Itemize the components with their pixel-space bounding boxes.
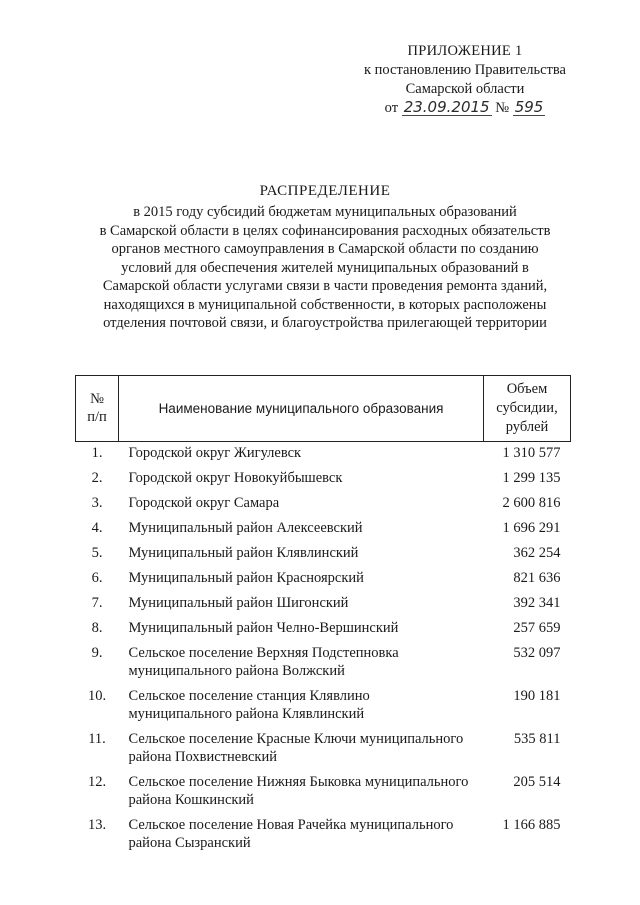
row-amount: 2 600 816 — [502, 495, 561, 511]
row-name-line: Муниципальный район Клявлинский — [128, 545, 359, 561]
row-name-line: Городской округ Жигулевск — [128, 445, 302, 461]
handwritten-date: 23.09.2015 — [403, 98, 490, 116]
row-name — [119, 817, 484, 860]
row-name — [119, 620, 484, 645]
row-name-line: Сельское поселение Красные Ключи муниципального — [128, 731, 464, 747]
row-name-line: Сельское поселение Нижняя Быковка муниципального — [128, 774, 469, 790]
row-name — [119, 520, 484, 545]
row-number: 1. — [91, 445, 103, 461]
row-name-line: Сельское поселение Верхняя Подстепновка — [128, 645, 399, 661]
row-amount: 1 299 135 — [502, 470, 561, 486]
row-name — [119, 688, 484, 731]
document-title: РАСПРЕДЕЛЕНИЕ — [259, 183, 391, 199]
row-name — [119, 545, 484, 570]
appendix-title: ПРИЛОЖЕНИЕ 1 — [407, 43, 523, 59]
table-row — [76, 545, 571, 570]
table-body — [76, 442, 571, 861]
table-row — [76, 570, 571, 595]
row-number: 3. — [91, 495, 103, 511]
row-name-line: Городской округ Новокуйбышевск — [128, 470, 343, 486]
subsidy-table — [75, 375, 571, 860]
table-row — [76, 731, 571, 774]
row-name — [119, 595, 484, 620]
appendix-date-line — [330, 99, 600, 118]
appendix-header — [330, 42, 600, 118]
row-number: 4. — [91, 520, 103, 536]
table-row — [76, 688, 571, 731]
table-row — [76, 620, 571, 645]
subtitle-line: находящихся в муниципальной собственности, в которых расположены — [103, 296, 547, 313]
row-number: 7. — [91, 595, 103, 611]
row-number: 2. — [91, 470, 103, 486]
table-row — [76, 774, 571, 817]
table-row — [76, 645, 571, 688]
row-name — [119, 470, 484, 495]
header-amount — [484, 376, 571, 442]
row-amount: 257 659 — [513, 620, 561, 636]
subtitle-line: органов местного самоуправления в Самарской области по созданию — [111, 241, 539, 257]
row-amount: 1 310 577 — [502, 445, 561, 461]
header-number-line: № — [90, 391, 104, 407]
appendix-line-1: к постановлению Правительства — [364, 62, 566, 78]
row-name-line: Сельское поселение Новая Рачейка муниципального — [128, 817, 454, 833]
row-name-line: района Сызранский — [128, 834, 251, 851]
row-name-line: Муниципальный район Шигонский — [128, 595, 349, 611]
row-amount: 1 696 291 — [502, 520, 561, 536]
subtitle-line: условий для обеспечения жителей муниципальных образований в — [121, 259, 529, 276]
row-number: 10. — [87, 688, 107, 704]
row-number: 6. — [91, 570, 103, 586]
row-amount: 1 166 885 — [502, 817, 561, 833]
subtitle-line: отделения почтовой связи, и благоустройства прилегающей территории — [103, 315, 547, 331]
row-name-line: Муниципальный район Алексеевский — [128, 520, 363, 536]
subtitle-line: в Самарской области в целях софинансирования расходных обязательств — [99, 222, 551, 239]
table-row — [76, 495, 571, 520]
row-amount: 190 181 — [513, 688, 561, 704]
header-number-line: п/п — [87, 408, 107, 425]
header-amount-line: рублей — [505, 419, 549, 435]
row-number: 11. — [88, 731, 106, 747]
header-amount-line: субсидии, — [496, 400, 558, 416]
table-row — [76, 442, 571, 471]
table-row — [76, 520, 571, 545]
table-header-row — [76, 376, 571, 442]
table-row — [76, 595, 571, 620]
row-amount: 392 341 — [513, 595, 561, 611]
row-name — [119, 570, 484, 595]
row-name-line: муниципального района Клявлинский — [128, 705, 365, 722]
row-name — [119, 774, 484, 817]
row-number: 5. — [91, 545, 103, 561]
row-name-line: Муниципальный район Челно-Вершинский — [128, 620, 399, 636]
row-number: 9. — [91, 645, 103, 661]
row-amount: 205 514 — [513, 774, 561, 790]
number-label: № — [495, 100, 510, 116]
row-name-line: Сельское поселение станция Клявлино — [128, 688, 370, 704]
row-amount: 362 254 — [513, 545, 561, 561]
row-name — [119, 645, 484, 688]
subtitle-line: Самарской области услугами связи в части проведения ремонта зданий, — [102, 278, 548, 294]
table-row — [76, 817, 571, 860]
header-name: Наименование муниципального образования — [119, 376, 484, 442]
row-name-line: района Похвистневский — [128, 748, 277, 765]
from-label: от — [384, 100, 399, 116]
row-number: 8. — [91, 620, 103, 636]
header-number — [76, 376, 119, 442]
row-number: 12. — [87, 774, 107, 790]
handwritten-number: 595 — [514, 98, 544, 116]
row-name — [119, 731, 484, 774]
row-amount: 532 097 — [513, 645, 561, 661]
row-name-line: района Кошкинский — [128, 791, 254, 808]
document-subtitle — [70, 203, 580, 333]
row-name-line: Муниципальный район Красноярский — [128, 570, 364, 586]
row-name-line: Городской округ Самара — [128, 495, 280, 511]
row-name — [119, 495, 484, 520]
table-row — [76, 470, 571, 495]
row-amount: 821 636 — [513, 570, 561, 586]
header-amount-line: Объем — [506, 381, 548, 397]
subtitle-line: в 2015 году субсидий бюджетам муниципальных образований — [133, 204, 517, 220]
row-amount: 535 811 — [513, 731, 561, 747]
row-number: 13. — [87, 817, 107, 833]
row-name-line: муниципального района Волжский — [128, 662, 345, 679]
appendix-line-2: Самарской области — [405, 81, 525, 97]
row-name — [119, 442, 484, 471]
